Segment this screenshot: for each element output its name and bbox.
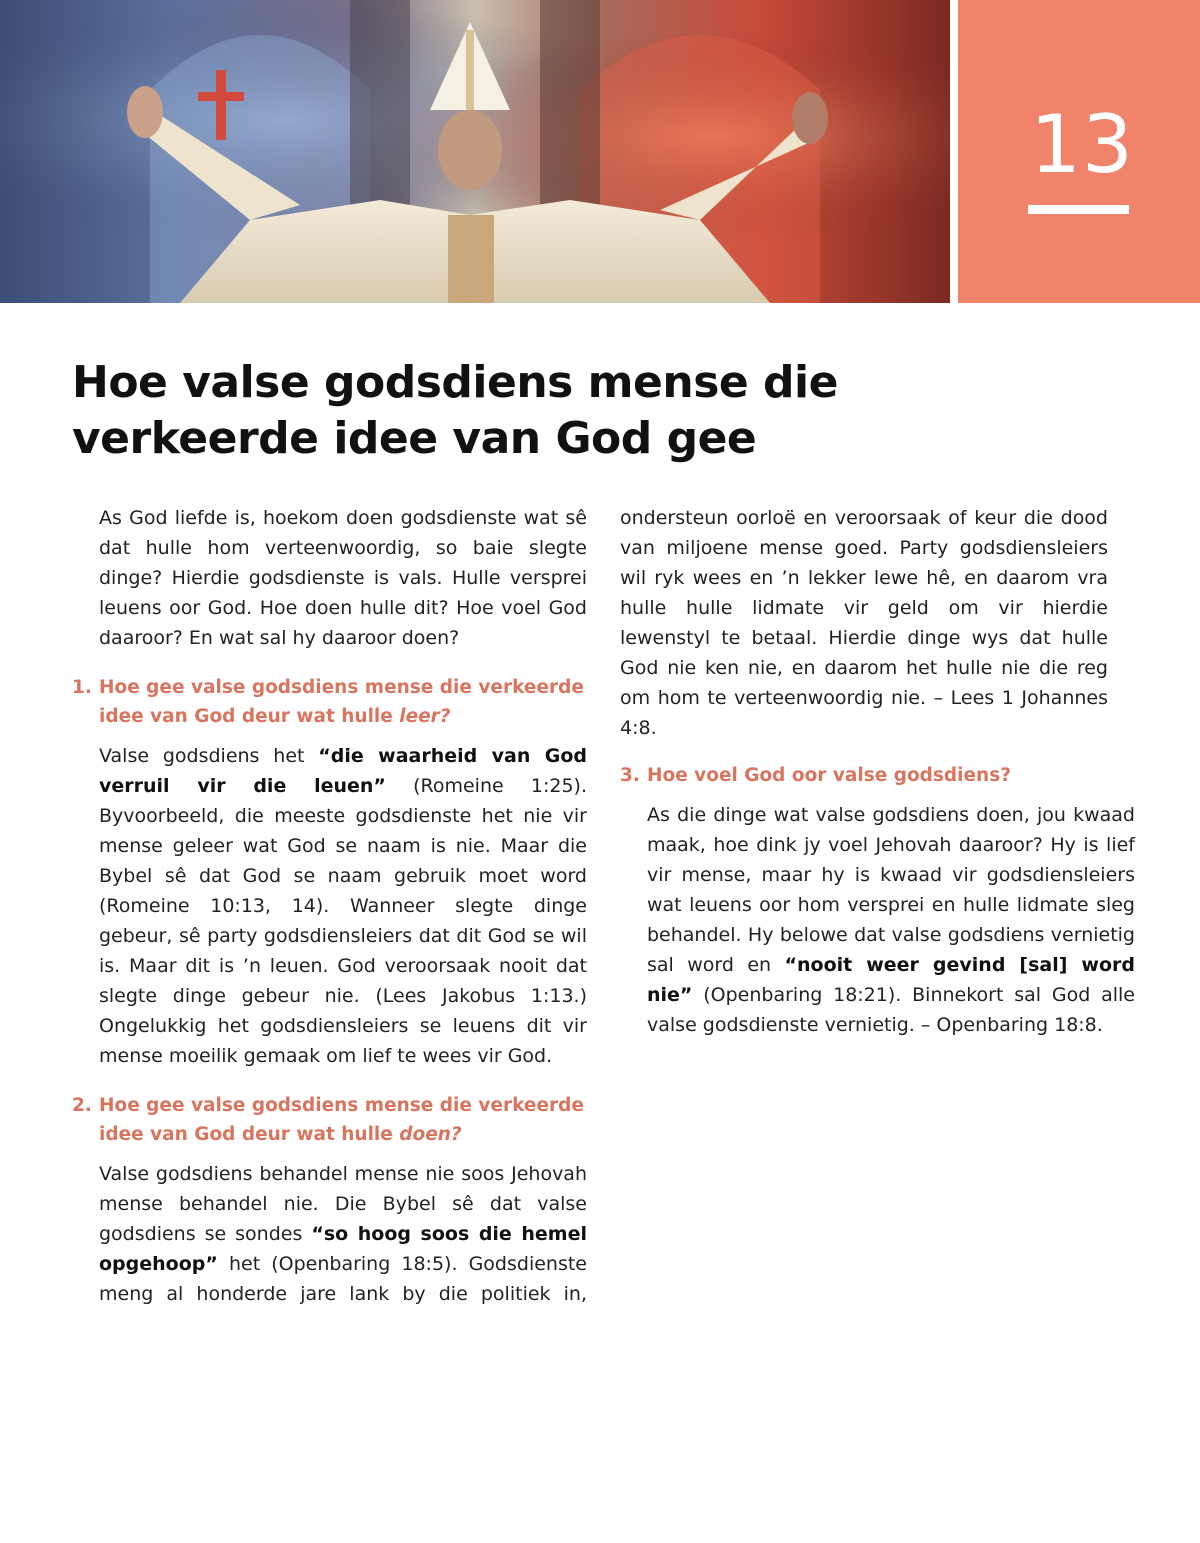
cross-icon bbox=[216, 70, 226, 140]
answer-2 bbox=[72, 1159, 587, 1307]
question-2-emphasis: doen? bbox=[399, 1124, 462, 1145]
intro-paragraph: As God liefde is, hoekom doen godsdienste wat sê dat hulle hom verteenwoordig, so baie slegte dinge? Hierdie godsdienste is vals. Hulle versprei leuens oor God. Hoe doen hulle dit? Hoe voel God daaroor? En wat sal hy daaroor doen? bbox=[99, 507, 587, 649]
answer-3-quote: “nooit weer gevind [sal] word nie” bbox=[647, 954, 1136, 1006]
answer-3-text-a: As die dinge wat valse godsdiens doen, jou kwaad maak, hoe dink jy voel Jehovah daaroor? Hy is lief vir mense, maar hy is kwaad vir godsdiensleiers wat leuens oor hom versprei en hulle lidmate sleg behandel. Hy belowe dat valse godsdiens vernietig sal word en bbox=[647, 804, 1135, 976]
answer-2-continued-b: ondersteun oorloë en veroorsaak of keur die dood van miljoene mense goed. Party godsdiensleiers wil ryk wees en ’n lekker lewe hê, en daarom vra hulle hulle lidmate vir geld om vir hierdie lewenstyl te betaal. Hierdie dinge wys dat hulle God nie ken nie, en daarom het hulle nie die reg om hom te verteenwoordig nie. – Lees 1 Johannes 4:8. bbox=[620, 507, 1108, 739]
answer-2-continued-text bbox=[620, 503, 1108, 741]
question-2-text: Hoe gee valse godsdiens mense die verkeerde idee van God deur wat hulle bbox=[99, 1095, 584, 1145]
answer-3-text-b: (Openbaring 18:21). Binnekort sal God alle valse godsdienste vernietig. – Openbaring 18:8. bbox=[647, 984, 1135, 1036]
answer-2-continued bbox=[620, 503, 1135, 741]
column-left bbox=[72, 503, 587, 1307]
answer-1 bbox=[72, 741, 587, 1071]
question-3-text: Hoe voel God oor valse godsdiens? bbox=[647, 765, 1011, 786]
answer-3 bbox=[620, 800, 1135, 1040]
hero-photo bbox=[0, 0, 950, 303]
page-title: Hoe valse godsdiens mense die verkeerde idee van God gee bbox=[72, 357, 838, 464]
answer-2-text-b: het (Openbaring 18:5). Godsdienste meng al honderde jare lank by die politiek in, bbox=[99, 1253, 587, 1305]
question-1-text: Hoe gee valse godsdiens mense die verkeerde idee van God deur wat hulle bbox=[99, 677, 584, 727]
question-2 bbox=[72, 1091, 587, 1149]
question-1-number: 1. bbox=[72, 677, 92, 698]
question-2-number: 2. bbox=[72, 1095, 92, 1116]
chapter-number: 13 bbox=[1030, 98, 1134, 191]
chapter-underline bbox=[1028, 205, 1129, 214]
answer-2-text-a: Valse godsdiens behandel mense nie soos Jehovah mense behandel nie. Die Bybel sê dat valse godsdiens se sondes bbox=[99, 1163, 587, 1245]
column-right bbox=[620, 503, 1135, 1060]
answer-1-text-b: (Romeine 1:25). Byvoorbeeld, die meeste godsdienste het nie vir mense geleer wat God se naam is nie. Maar die Bybel sê dat God se naam gebruik moet word (Romeine 10:13, 14). Wanneer slegte dinge gebeur, sê party godsdiensleiers dat dit God se wil is. Maar dit is ’n leuen. God veroorsaak nooit dat slegte dinge gebeur nie. (Lees Jakobus 1:13.) Ongelukkig het godsdiensleiers se leuens dit vir mense moeilik gemaak om lief te wees vir God. bbox=[99, 775, 587, 1067]
answer-2-quote: “so hoog soos die hemel opgehoop” bbox=[99, 1223, 587, 1275]
question-1-emphasis: leer? bbox=[399, 706, 451, 727]
answer-1-text-a: Valse godsdiens het bbox=[99, 745, 319, 767]
answer-1-quote: “die waarheid van God verruil vir die leuen” bbox=[99, 745, 588, 797]
priest-illustration bbox=[0, 0, 950, 303]
question-3-number: 3. bbox=[620, 765, 640, 786]
chapter-badge bbox=[958, 0, 1200, 303]
question-3 bbox=[620, 761, 1135, 790]
question-1 bbox=[72, 673, 587, 731]
